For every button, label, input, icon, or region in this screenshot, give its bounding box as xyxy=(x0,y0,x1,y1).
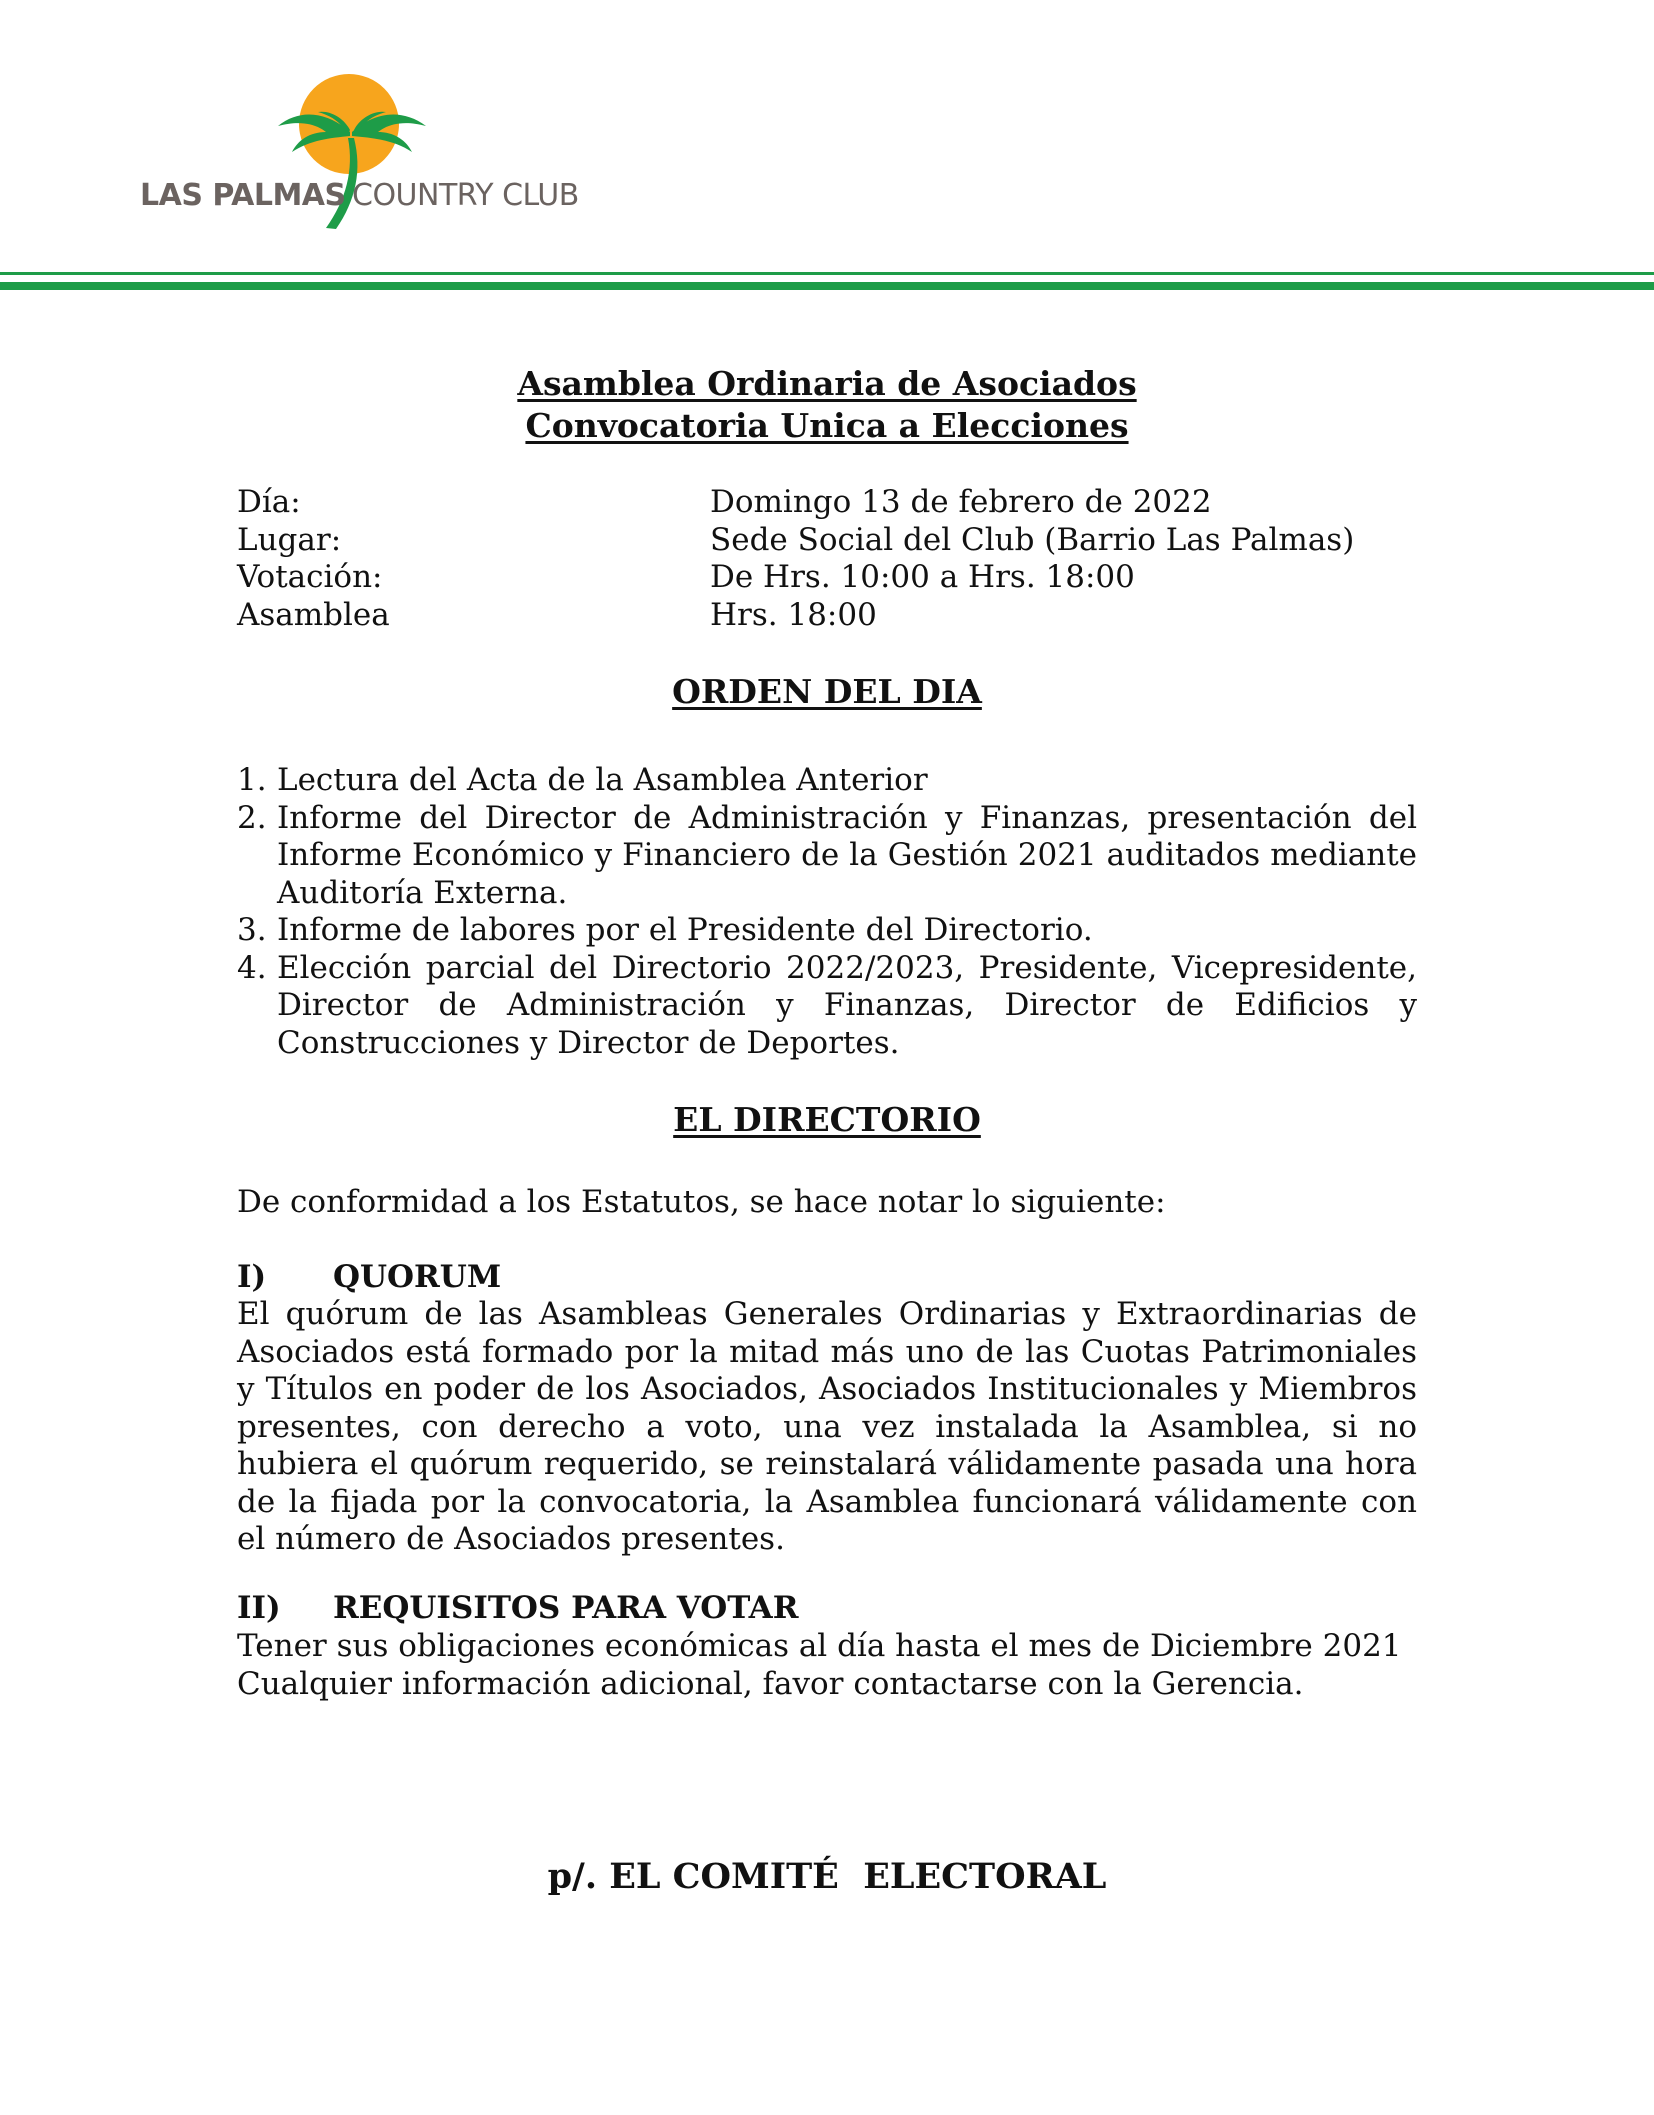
agenda-item xyxy=(237,912,1417,950)
detail-label: Votación: xyxy=(237,559,383,595)
section-title: REQUISITOS PARA VOTAR xyxy=(333,1590,799,1626)
section-numeral: II) xyxy=(237,1590,281,1626)
agenda-item-number: 1. xyxy=(237,762,267,798)
detail-value: Sede Social del Club (Barrio Las Palmas) xyxy=(710,521,1355,558)
requisitos-body xyxy=(237,1628,1417,1703)
detail-value: Domingo 13 de febrero de 2022 xyxy=(710,484,1212,520)
detail-label: Día: xyxy=(237,484,301,520)
agenda-item-text: Elección parcial del Directorio 2022/2023, Presidente, Vicepresidente, Director de Administración y Finanzas, Director de Edificios y Construcciones y Director de Deportes. xyxy=(277,949,1417,1061)
agenda-item xyxy=(237,950,1417,1063)
requisitos-line: Tener sus obligaciones económicas al día hasta el mes de Diciembre 2021 xyxy=(237,1628,1402,1664)
header-rule-thin xyxy=(0,272,1654,275)
logo-wordmark xyxy=(140,178,579,213)
agenda-item xyxy=(237,800,1417,913)
palm-sun-icon xyxy=(140,60,580,240)
requisitos-heading xyxy=(237,1590,798,1626)
detail-label: Asamblea xyxy=(237,596,390,633)
quorum-heading xyxy=(237,1259,501,1295)
directorio-intro: De conformidad a los Estatutos, se hace notar lo siguiente: xyxy=(237,1184,1166,1220)
logo-word-las-palmas: LAS PALMAS xyxy=(140,178,346,213)
document-subtitle: Convocatoria Unica a Elecciones xyxy=(525,406,1129,445)
detail-value: De Hrs. 10:00 a Hrs. 18:00 xyxy=(710,559,1135,595)
signature: p/. EL COMITÉ ELECTORAL xyxy=(547,1856,1107,1897)
header-rule-thick xyxy=(0,282,1654,290)
quorum-body: El quórum de las Asambleas Generales Ordinarias y Extraordinarias de Asociados está formado por la mitad más uno de las Cuotas Patrimoniales y Títulos en poder de los Asociados, Asociados Institucionales y Miembros presentes, con derecho a voto, una vez instalada la Asamblea, si no hubiera el quórum requerido, se reinstalará válidamente pasada una hora de la fijada por la convocatoria, la Asamblea funcionará válidamente con el número de Asociados presentes. xyxy=(237,1296,1417,1557)
agenda-item-number: 2. xyxy=(237,799,267,836)
logo-word-country-club: COUNTRY CLUB xyxy=(352,178,579,213)
agenda-item-number: 4. xyxy=(237,949,267,986)
document-title: Asamblea Ordinaria de Asociados xyxy=(517,364,1137,403)
detail-label: Lugar: xyxy=(237,521,342,558)
agenda-item-text: Lectura del Acta de la Asamblea Anterior xyxy=(277,762,928,798)
directorio-heading: EL DIRECTORIO xyxy=(673,1100,981,1139)
agenda-list xyxy=(237,762,1417,1062)
agenda-heading: ORDEN DEL DIA xyxy=(672,672,982,711)
section-numeral: I) xyxy=(237,1259,267,1295)
agenda-item-number: 3. xyxy=(237,912,267,948)
agenda-item-text: Informe del Director de Administración y Finanzas, presentación del Informe Económico y Financiero de la Gestión 2021 auditados mediante Auditoría Externa. xyxy=(277,799,1417,911)
section-title: QUORUM xyxy=(333,1259,502,1295)
agenda-item-text: Informe de labores por el Presidente del Directorio. xyxy=(277,912,1093,948)
club-logo xyxy=(140,60,580,240)
agenda-item xyxy=(237,762,1417,800)
detail-value: Hrs. 18:00 xyxy=(710,596,877,633)
contact-line: Cualquier información adicional, favor contactarse con la Gerencia. xyxy=(237,1665,1304,1702)
